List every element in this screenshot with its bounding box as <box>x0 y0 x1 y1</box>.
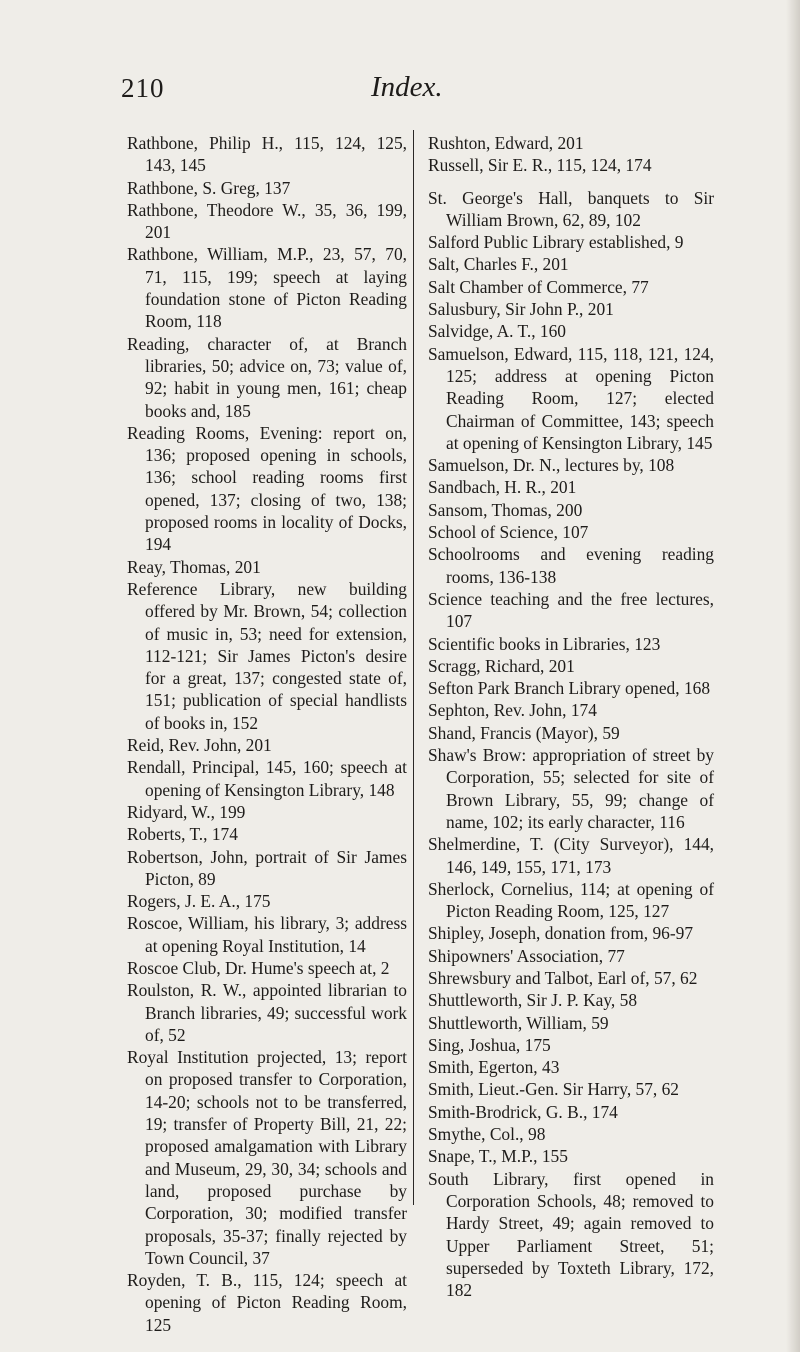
index-entry: South Library, first opened in Corporation Schools, 48; removed to Hardy Street, 49; again removed to Upper Parliament Street, 51; superseded by Toxteth Library, 172, 182 <box>428 1168 714 1301</box>
index-entry: Rogers, J. E. A., 175 <box>127 891 271 912</box>
index-entry: Salt, Charles F., 201 <box>428 254 569 275</box>
index-entry: Shipowners' Association, 77 <box>428 945 625 966</box>
index-entry: Roulston, R. W., appointed librarian to Branch libraries, 49; successful work of, 52 <box>127 980 407 1045</box>
letter-section-gap <box>428 177 714 187</box>
index-entry: Schoolrooms and evening reading rooms, 136-138 <box>428 544 714 587</box>
index-entry: Reay, Thomas, 201 <box>127 556 261 577</box>
index-entry: Salt Chamber of Commerce, 77 <box>428 276 649 297</box>
index-entry: Sansom, Thomas, 200 <box>428 499 583 520</box>
index-entry: Samuelson, Edward, 115, 118, 121, 124, 125; address at opening Picton Reading Room, 127; elected Chairman of Committee, 143; speech at opening of Kensington Library, 145 <box>428 343 714 453</box>
running-head: Index. <box>371 71 443 103</box>
index-entry: Reference Library, new building offered by Mr. Brown, 54; collection of music in, 53; need for extension, 112-121; Sir James Picton's desire for a great, 137; congested state of, 151; publication of special handlists of books in, 152 <box>127 578 407 733</box>
index-entry: Roscoe, William, his library, 3; address at opening Royal Institution, 14 <box>127 913 407 956</box>
index-entry: Russell, Sir E. R., 115, 124, 174 <box>428 155 652 176</box>
index-entry: Smith, Egerton, 43 <box>428 1057 560 1078</box>
index-entry: Salford Public Library established, 9 <box>428 232 684 253</box>
index-entry: Royden, T. B., 115, 124; speech at opening of Picton Reading Room, 125 <box>127 1270 407 1335</box>
index-entry: Reid, Rev. John, 201 <box>127 735 272 756</box>
page-number: 210 <box>121 73 165 103</box>
index-entry: Rushton, Edward, 201 <box>428 133 584 153</box>
page-edge-shadow <box>786 0 800 1352</box>
index-entry: Sherlock, Cornelius, 114; at opening of Picton Reading Room, 125, 127 <box>428 878 714 922</box>
index-entry: Rathbone, Philip H., 115, 124, 125, 143, 145 <box>127 133 407 176</box>
index-entry: Reading Rooms, Evening: report on, 136; proposed opening in schools, 136; school reading rooms first opened, 137; closing of two, 138; proposed rooms in locality of Docks, 194 <box>127 422 407 555</box>
index-entry: Sing, Joshua, 175 <box>428 1034 551 1055</box>
index-entry: Rathbone, S. Greg, 137 <box>127 177 291 198</box>
index-entry: St. George's Hall, banquets to Sir William Brown, 62, 89, 102 <box>428 187 714 230</box>
index-entry: Royal Institution projected, 13; report on proposed transfer to Corporation, 14-20; schools not to be transferred, 19; transfer of Property Bill, 21, 22; proposed amalgamation with Library and Museum, 29, 30, 34; schools and land, proposed purchase by Corporation, 30; modified transfer proposals, 35-37; finally rejected by Town Council, 37 <box>127 1047 407 1268</box>
index-entry: Smith-Brodrick, G. B., 174 <box>428 1101 618 1122</box>
index-entry: Shand, Francis (Mayor), 59 <box>428 722 620 743</box>
index-entry: Shipley, Joseph, donation from, 96-97 <box>428 923 694 944</box>
index-entry: Samuelson, Dr. N., lectures by, 108 <box>428 455 675 476</box>
index-entry: Reading, character of, at Branch libraries, 50; advice on, 73; value of, 92; habit in young men, 161; cheap books and, 185 <box>127 333 407 421</box>
index-entry: Rathbone, William, M.P., 23, 57, 70, 71, 115, 199; speech at laying foundation stone of Picton Reading Room, 118 <box>127 244 407 332</box>
index-entry: Shaw's Brow: appropriation of street by Corporation, 55; selected for site of Brown Library, 55, 99; change of name, 102; its early character, 116 <box>428 745 714 832</box>
index-entry: Rathbone, Theodore W., 35, 36, 199, 201 <box>127 199 407 243</box>
index-entry: Scientific books in Libraries, 123 <box>428 633 661 654</box>
index-entry: Robertson, John, portrait of Sir James Picton, 89 <box>127 846 407 889</box>
index-entry: Shelmerdine, T. (City Surveyor), 144, 146, 149, 155, 171, 173 <box>428 834 714 877</box>
index-entry: Sephton, Rev. John, 174 <box>428 700 597 721</box>
index-entry: Ridyard, W., 199 <box>127 801 246 822</box>
index-entry: Scragg, Richard, 201 <box>428 655 575 676</box>
index-entry: School of Science, 107 <box>428 522 589 543</box>
index-entry: Sandbach, H. R., 201 <box>428 477 577 498</box>
index-entry: Shuttleworth, William, 59 <box>428 1012 609 1033</box>
index-column-left <box>127 132 407 1336</box>
column-divider <box>413 130 414 1205</box>
index-entry: Smith, Lieut.-Gen. Sir Harry, 57, 62 <box>428 1079 680 1100</box>
index-entry: Roberts, T., 174 <box>127 824 238 845</box>
index-entry: Salvidge, A. T., 160 <box>428 321 566 342</box>
index-entry: Science teaching and the free lectures, 107 <box>428 588 714 632</box>
index-entry: Smythe, Col., 98 <box>428 1124 546 1145</box>
index-entry: Salusbury, Sir John P., 201 <box>428 299 614 320</box>
index-entry: Shrewsbury and Talbot, Earl of, 57, 62 <box>428 967 698 988</box>
index-column-right <box>428 132 714 1301</box>
index-entry: Rendall, Principal, 145, 160; speech at opening of Kensington Library, 148 <box>127 757 407 800</box>
index-entry: Shuttleworth, Sir J. P. Kay, 58 <box>428 990 638 1011</box>
index-entry: Sefton Park Branch Library opened, 168 <box>428 678 711 699</box>
index-entry: Snape, T., M.P., 155 <box>428 1146 568 1167</box>
index-entry: Roscoe Club, Dr. Hume's speech at, 2 <box>127 957 390 978</box>
